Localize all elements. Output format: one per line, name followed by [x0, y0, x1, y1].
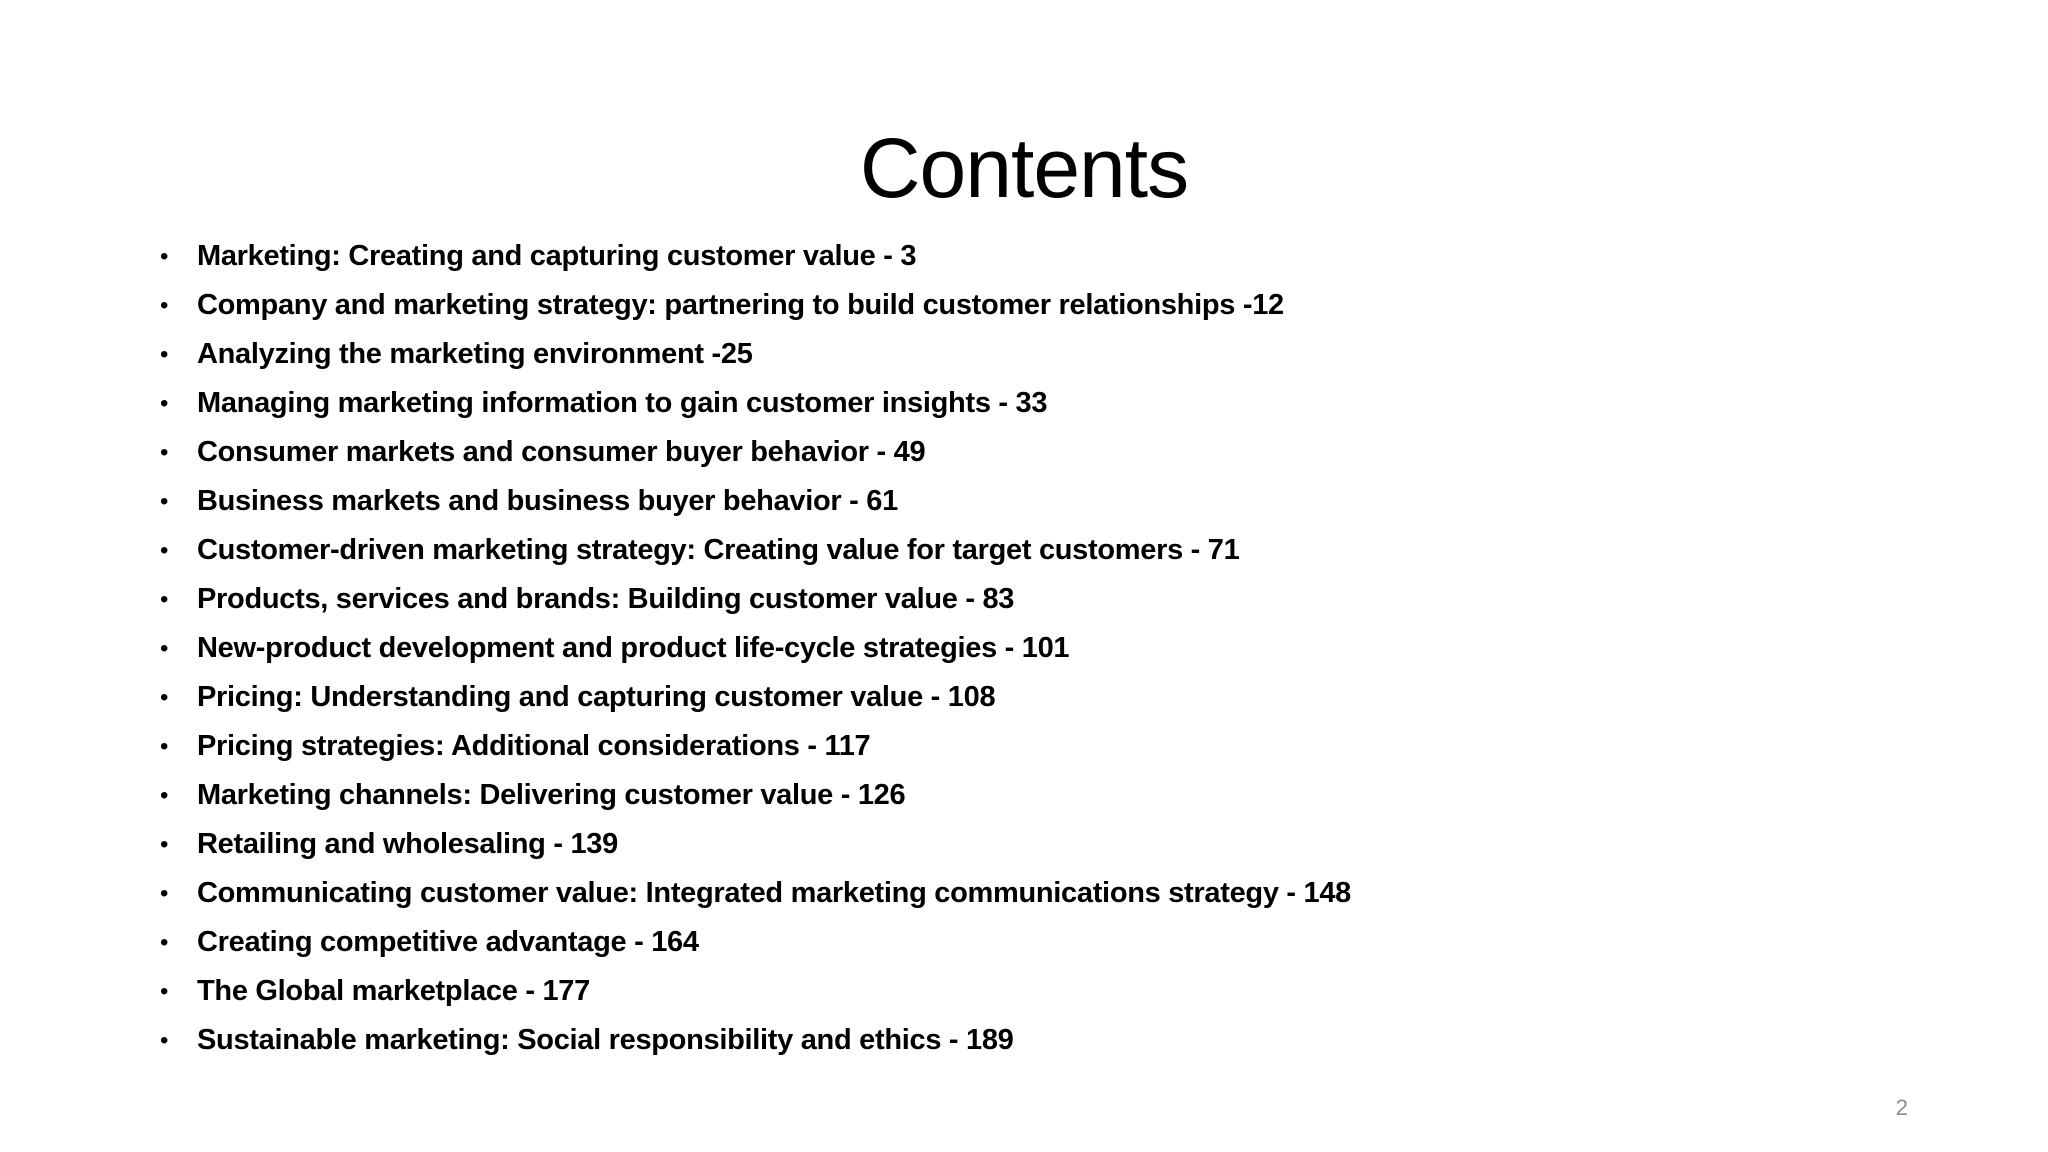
bullet-icon: •: [160, 782, 169, 809]
slide-title: Contents: [859, 121, 1189, 215]
list-item-text: Business markets and business buyer behavior - 61: [197, 485, 898, 517]
bullet-icon: •: [160, 880, 169, 907]
list-item-text: Creating competitive advantage - 164: [197, 926, 699, 958]
bullet-icon: •: [160, 292, 169, 319]
contents-list: [150, 232, 1650, 1065]
bullet-icon: •: [160, 831, 169, 858]
list-item: [150, 330, 1650, 379]
bullet-icon: •: [160, 635, 169, 662]
list-item-text: Communicating customer value: Integrated marketing communications strategy - 148: [197, 877, 1352, 909]
list-item: [150, 624, 1650, 673]
list-item-text: Analyzing the marketing environment -25: [197, 338, 753, 370]
page-number: 2: [1895, 1095, 1908, 1120]
list-item: [150, 673, 1650, 722]
bullet-icon: •: [160, 929, 169, 956]
list-item: [150, 918, 1650, 967]
list-item-text: Pricing strategies: Additional considerations - 117: [197, 730, 871, 762]
bullet-icon: •: [160, 243, 169, 270]
list-item: [150, 722, 1650, 771]
list-item: [150, 281, 1650, 330]
list-item-text: Marketing channels: Delivering customer value - 126: [197, 779, 906, 811]
list-item-text: Marketing: Creating and capturing customer value - 3: [197, 240, 917, 272]
list-item-text: Sustainable marketing: Social responsibility and ethics - 189: [197, 1024, 1014, 1056]
list-item: [150, 379, 1650, 428]
bullet-icon: •: [160, 978, 169, 1005]
list-item: [150, 771, 1650, 820]
list-item: [150, 820, 1650, 869]
bullet-icon: •: [160, 390, 169, 417]
list-item-text: The Global marketplace - 177: [197, 975, 590, 1007]
list-item: [150, 869, 1650, 918]
list-item: [150, 526, 1650, 575]
bullet-icon: •: [160, 586, 169, 613]
bullet-icon: •: [160, 488, 169, 515]
bullet-icon: •: [160, 684, 169, 711]
bullet-icon: •: [160, 439, 169, 466]
list-item: [150, 967, 1650, 1016]
list-item-text: Customer-driven marketing strategy: Creating value for target customers - 71: [197, 534, 1240, 566]
bullet-icon: •: [160, 341, 169, 368]
list-item-text: Pricing: Understanding and capturing customer value - 108: [197, 681, 996, 713]
bullet-icon: •: [160, 1027, 169, 1054]
list-item-text: Products, services and brands: Building customer value - 83: [197, 583, 1015, 615]
bullet-icon: •: [160, 537, 169, 564]
list-item-text: Consumer markets and consumer buyer behavior - 49: [197, 436, 926, 468]
list-item-text: Retailing and wholesaling - 139: [197, 828, 618, 860]
list-item-text: Company and marketing strategy: partnering to build customer relationships -12: [197, 289, 1284, 321]
list-item-text: Managing marketing information to gain customer insights - 33: [197, 387, 1048, 419]
list-item: [150, 428, 1650, 477]
list-item: [150, 477, 1650, 526]
bullet-icon: •: [160, 733, 169, 760]
list-item: [150, 575, 1650, 624]
list-item: [150, 1016, 1650, 1065]
list-item: [150, 232, 1650, 281]
list-item-text: New-product development and product life-cycle strategies - 101: [197, 632, 1070, 664]
